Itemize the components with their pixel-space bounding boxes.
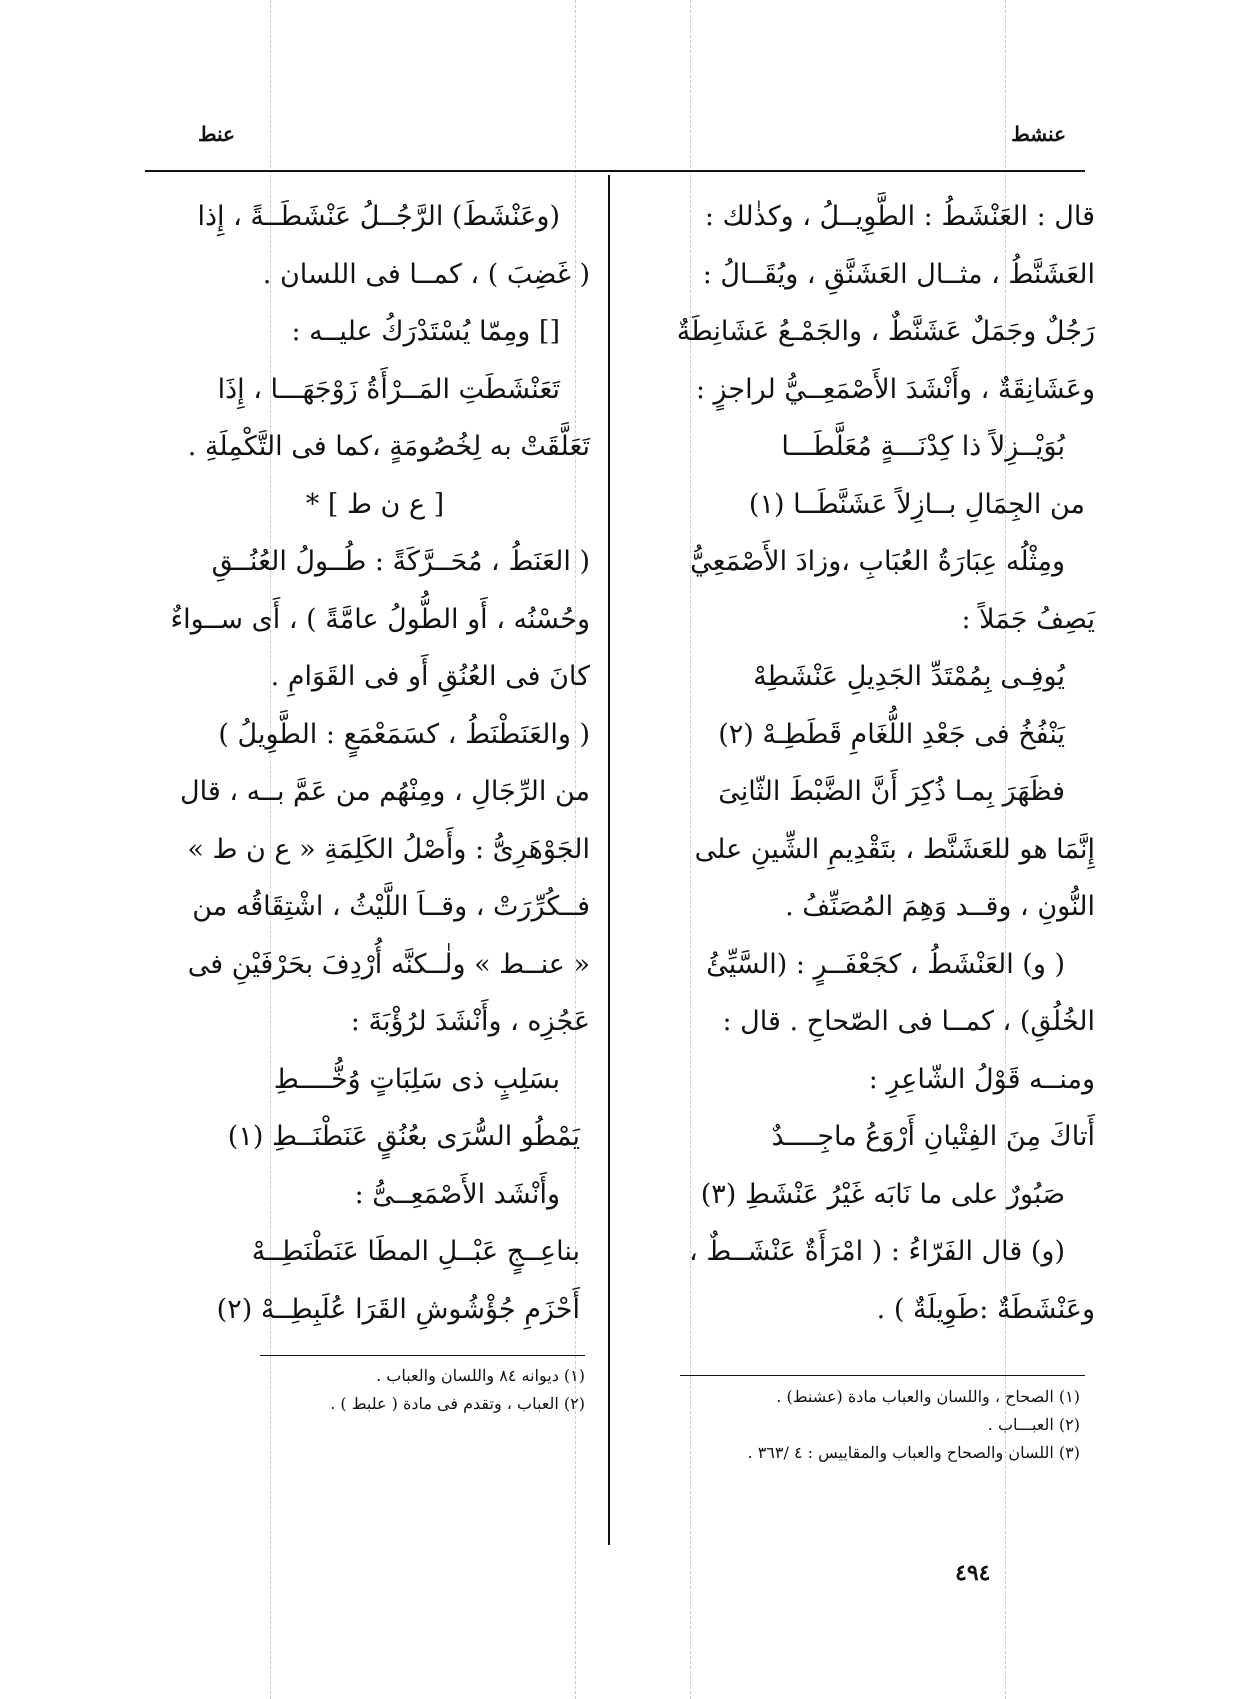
text-line: من الرِّجَالِ ، ومِنْهُم من عَمَّ بــه ، قال — [180, 776, 590, 807]
column-divider — [608, 175, 610, 1545]
page-number: ٤٩٤ — [955, 1560, 991, 1586]
text-line: فــكُرِّرَتْ ، وقــاَ اللَّيْثُ ، اشْتِقَاقُه من — [192, 891, 590, 922]
footnote: (٣) اللسان والصحاح والعباب والمقاييس : ٤ /٣٦٣ . — [747, 1443, 1080, 1462]
header-left-headword: عنط — [198, 122, 235, 146]
verse-line: بناعِــجٍ عَبْــلِ المطَا عَنَطْنَطِــهْ — [251, 1236, 580, 1267]
text-line: يَصِفُ جَمَلاً : — [961, 603, 1095, 635]
left-column — [160, 188, 590, 1338]
right-footnotes — [620, 1383, 1080, 1467]
text-line: قال : العَنْشَطُ : الطَّوِيــلُ ، وكذٰلك : — [704, 201, 1095, 232]
verse-line: بسَلِبٍ ذى سَلِبَاتٍ وُخُّــــطِ — [273, 1063, 560, 1095]
entry-heading: [ ع ن ط ] * — [305, 488, 445, 520]
verse-line: صَبُورٌ على ما نَابَه غَيْرُ عَنْشَطِ (٣) — [700, 1178, 1065, 1210]
right-column — [635, 188, 1095, 1338]
text-line: ومنــه قَوْلُ الشّاعِرِ : — [868, 1063, 1095, 1095]
text-line: ( و) العَنْشَطُ ، كجَعْفَــرٍ : (السَّيِّئُ — [706, 948, 1065, 980]
left-footnotes — [180, 1362, 585, 1418]
header-right-headword: عنشط — [1011, 122, 1066, 146]
text-line: تَعَنْشَطَتِ المَــرْأَةُ زَوْجَهَـــا ، إِذَا — [217, 373, 560, 405]
text-line: الجَوْهَرِىُّ : وأَصْلُ الكَلِمَةِ « ع ن ط » — [187, 833, 590, 865]
text-line: ( العَنَطُ ، مُحَــرَّكَةً : طُــولُ العُنُــقِ — [211, 546, 590, 577]
text-line: وأَنْشَد الأَصْمَعِــىُّ : — [354, 1178, 560, 1210]
text-line: « عنــط » ولٰــكنَّه أُرْدِفَ بحَرْفَيْنِ فى — [187, 948, 590, 980]
text-line: كانَ فى العُنُقِ أَو فى القَوَامِ . — [270, 661, 590, 692]
header-rule — [145, 170, 1085, 172]
footnote: (٢) العبـــاب . — [987, 1415, 1080, 1434]
text-line: النُّونِ ، وقــد وَهِمَ المُصَنِّفُ . — [785, 891, 1095, 922]
footnote-rule — [680, 1375, 1085, 1376]
verse-line: من الجِمَالِ بــازِلاً عَشَنَّطَــا (١) — [748, 488, 1085, 520]
text-line: العَشَنَّطُ ، مثــال العَشَنَّقِ ، ويُقَــالُ : — [702, 258, 1095, 290]
footnote-rule — [260, 1355, 585, 1356]
text-line: وحُسْنُه ، أَو الطُّولُ عامَّةً ) ، أَى ســواءٌ — [170, 603, 590, 635]
text-line: ( والعَنَطْنَطُ ، كسَمَعْمَعٍ : الطَّوِيلُ ) — [218, 718, 590, 750]
text-line: [] ومِمّا يُسْتَدْرَكُ عليــه : — [291, 316, 560, 347]
verse-line: يَمْطُو السُّرَى بعُنُقٍ عَنَطْنَــطِ (١) — [227, 1121, 580, 1152]
verse-line: يَنْفُخُ فى جَعْدِ اللُّغَامِ قَطَطِـهْ (٢) — [718, 718, 1065, 750]
verse-line: أَتاكَ مِنَ الفِتْيانِ أَرْوَعُ ماجِــــدٌ — [771, 1121, 1095, 1152]
footnote: (١) الصحاح ، واللسان والعباب مادة (عشنط) . — [776, 1387, 1080, 1406]
text-line: ومِثْلُه عِبَارَةُ العُبَابِ ،وزادَ الأَصْمَعِيُّ — [690, 546, 1065, 577]
footnote: (٢) العباب ، وتقدم فى مادة ( علبط ) . — [330, 1394, 585, 1413]
text-line: وعَشَانِقَةٌ ، وأَنْشَدَ الأَصْمَعِــيُّ لراجزٍ : — [695, 373, 1095, 405]
text-line: ( غَضِبَ ) ، كمــا فى اللسان . — [262, 258, 590, 290]
text-line: عَجُزِه ، وأَنْشَدَ لرُؤْبَةَ : — [350, 1006, 590, 1037]
footnote: (١) ديوانه ٨٤ واللسان والعباب . — [376, 1366, 585, 1385]
text-line: وعَنْشَطَةٌ :طَوِيلَةٌ ) . — [876, 1293, 1095, 1325]
text-line: رَجُلٌ وجَمَلٌ عَشَنَّطٌ ، والجَمْـعُ عَشَانِطَةٌ — [676, 316, 1095, 347]
text-line: (وعَنْشَطَ) الرَّجُــلُ عَنْشَطَــةً ، إِذا — [197, 201, 560, 232]
text-line: (و) قال الفَرّاءُ : ( امْرَأَةٌ عَنْشَــطٌ ، — [688, 1236, 1065, 1267]
text-line: إِنَّمَا هو للعَشَنَّط ، بتَقْدِيمِ الشِّينِ على — [694, 833, 1095, 865]
verse-line: أَحْزَمِ جُؤْشُوشِ القَرَا عُلَبِطِــهْ (٢) — [216, 1293, 580, 1325]
text-line: فظَهَرَ بِمـا ذُكِرَ أَنَّ الضَّبْطَ الثّانِىَ — [718, 776, 1065, 807]
verse-line: يُوفِـى بِمُمْتَدِّ الجَدِيلِ عَنْشَطِهْ — [753, 661, 1065, 692]
text-line: الخُلُقِ) ، كمــا فى الصّحاحِ . قال : — [722, 1006, 1095, 1037]
verse-line: بُوَيْــزِلاً ذا كِدْنَـــةٍ مُعَلَّطَـــا — [781, 431, 1065, 462]
text-line: تَعَلَّقَتْ به لِخُصُومَةٍ ،كما فى التَّكْمِلَةِ . — [187, 431, 590, 462]
